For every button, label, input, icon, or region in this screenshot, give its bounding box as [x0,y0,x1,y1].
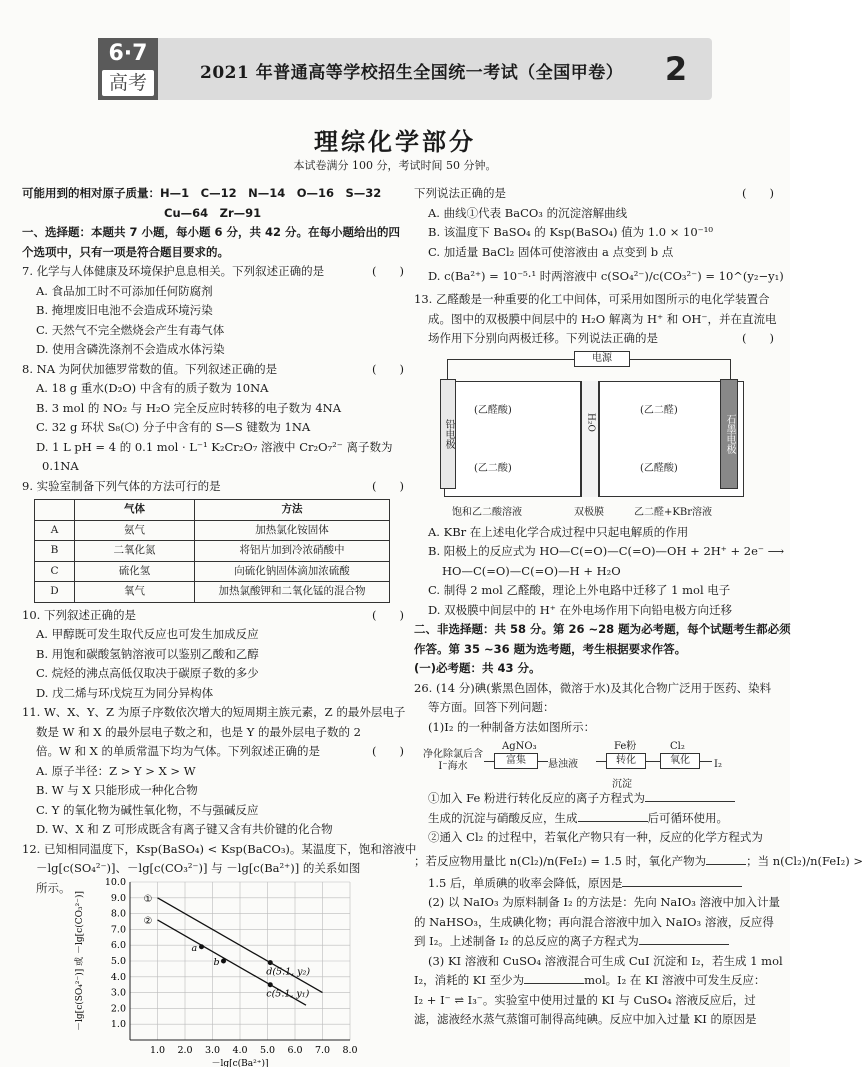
solubility-chart [70,872,370,1067]
table-header: 方法 [195,500,390,521]
question-12-cont: －lg[c(SO₄²⁻)]、－lg[c(CO₃²⁻)] 与 －lg[c(Ba²⁺)] 的关系如图 [36,861,361,875]
question-13-cont: 成。图中的双极膜中间层中的 H₂O 解离为 H⁺ 和 OH⁻，并在直流电 [428,311,777,326]
question-26-cont: I₂ + I⁻ ⇌ I₃⁻。实验室中使用过量的 KI 与 CuSO₄ 溶液反应后，过 [414,992,756,1007]
arrow [646,761,660,762]
right-column [414,184,863,1030]
question-12-intro: 下列说法正确的是 ( ) [414,186,774,200]
option-c[interactable]: C. 天然气不完全燃烧会产生有毒气体 [36,322,225,337]
data-point [199,944,204,949]
y-tick-label: 2.0 [110,1003,126,1015]
oxalic-acid-label: (乙二酸) [474,462,512,474]
subsection-heading: (一)必考题：共 43 分。 [414,661,541,675]
section-heading: 二、非选择题：共 58 分。第 26 ~28 题为必考题，每个试题考生都必须 [414,622,791,636]
series-label: ① [143,893,153,905]
point-label: c(5.1, y₁) [266,988,310,1000]
option-b[interactable]: B. 3 mol 的 NO₂ 与 H₂O 完全反应时转移的电子数为 4NA [36,400,342,415]
table-cell: 加热氯酸钾和二氧化锰的混合物 [195,582,390,603]
flow-precipitate: 沉淀 [612,779,632,790]
table-row [35,541,390,562]
question-12-cont: 所示。 [36,880,71,895]
option-d[interactable]: D. W、X 和 Z 可形成既含有离子键又含有共价键的化合物 [36,822,333,836]
option-d[interactable]: D. 1 L pH = 4 的 0.1 mol · L⁻¹ K₂Cr₂O₇ 溶液中 Cr₂O₇²⁻ 离子数为 [36,439,393,454]
section-heading: 作答。第 35 ~36 题为选考题，考生根据要求作答。 [414,641,687,656]
iodine-flowchart [414,737,774,789]
flow-enrich: 富集 [494,753,538,769]
question-26-cont: 等方面。回答下列问题： [428,700,555,714]
question-26-sub: ②通入 Cl₂ 的过程中，若氧化产物只有一种，反应的化学方程式为 [428,830,763,844]
question-26-sub: 生成的沉淀与硝酸反应，生成 后可循环使用。 [428,810,728,825]
option-c[interactable]: C. Y 的氧化物为碱性氧化物，不与强碱反应 [36,802,259,817]
section-heading: 一、选择题：本题共 7 小题，每小题 6 分，共 42 分。在每小题给出的四 [22,225,401,239]
y-tick-label: 6.0 [110,940,126,952]
y-tick-label: 1.0 [110,1019,126,1031]
option-b[interactable]: B. 该温度下 BaSO₄ 的 Ksp(BaSO₄) 值为 1.0 × 10⁻¹⁰ [428,225,713,239]
subject-note: 本试卷满分 100 分，考试时间 50 分钟。 [293,159,497,172]
question-13-cont: 场作用下分别向两极迁移。下列说法正确的是 ( ) [428,331,774,345]
series-label: ② [143,915,153,927]
subject-title: 理综化学部分 [314,128,476,156]
question-12: 12. 已知相同温度下，Ksp(BaSO₄) < Ksp(BaCO₃)。某温度下，饱和溶液中 [22,841,417,856]
table-cell: D [35,582,75,603]
page-number: 2 [664,50,688,88]
table-row [35,561,390,582]
data-point [268,960,273,965]
question-26-part3: (3) KI 溶液和 CuSO₄ 溶液混合可生成 CuI 沉淀和 I₂，若生成 1 mol [428,953,783,968]
x-tick-label: 2.0 [177,1045,193,1056]
power-source: 电源 [574,351,630,367]
question-11: 11. W、X、Y、Z 为原子序数依次增大的短周期主族元素，Z 的最外层电子 [22,705,406,719]
atomic-mass-line: Cu—64 Zr—91 [164,205,262,220]
table-header: 气体 [75,500,195,521]
question-8: 8. NA 为阿伏加德罗常数的值。下列叙述正确的是 ( ) [22,361,404,376]
option-b[interactable]: B. 掩埋废旧电池不会造成环境污染 [36,303,213,317]
point-label: b [213,957,220,968]
membrane-label: 双极膜 [574,506,604,518]
option-c[interactable]: C. 32 g 环状 S₈(⬡) 分子中含有的 S—S 键数为 1NA [36,420,311,434]
question-10: 10. 下列叙述正确的是 ( ) [22,607,404,622]
question-26-part2: (2) 以 NaIO₃ 为原料制备 I₂ 的方法是：先向 NaIO₃ 溶液中加入计量 [428,895,781,909]
x-tick-label: 8.0 [342,1045,358,1056]
question-11-cont: 倍。W 和 X 的单质常温下均为气体。下列叙述正确的是 ( ) [36,744,404,758]
flow-suspension: 悬浊液 [548,759,578,770]
table-cell: 硫化氢 [75,561,195,582]
table-cell: 向硫化钠固体滴加浓硫酸 [195,561,390,582]
right-solution: 乙二醛+KBr溶液 [634,506,712,518]
option-a[interactable]: A. 食品加工时不可添加任何防腐剂 [36,283,213,298]
x-tick-label: 4.0 [232,1045,248,1056]
option-c[interactable]: C. 制得 2 mol 乙醛酸，理论上外电路中迁移了 1 mol 电子 [428,583,731,597]
table-header [35,500,75,521]
wire [630,359,730,360]
question-26-sub: 1.5 后，单质碘的收率会降低，原因是 [414,874,774,894]
option-c[interactable]: C. 加适量 BaCl₂ 固体可使溶液由 a 点变到 b 点 [428,244,674,259]
option-a[interactable]: A. 曲线①代表 BaCO₃ 的沉淀溶解曲线 [428,205,628,220]
option-a[interactable]: A. KBr 在上述电化学合成过程中只起电解质的作用 [428,524,689,539]
option-b[interactable]: B. 阳极上的反应式为 HO—C(=O)—C(=O)—OH + 2H⁺ + 2e⁻ ⟶ [428,544,785,558]
graphite-electrode: 石墨电极 [720,379,738,489]
table-cell: 加热氯化铵固体 [195,520,390,541]
question-26-cont: 到 I₂。上述制备 I₂ 的总反应的离子方程式为 [414,932,774,952]
table-cell: 将铝片加到冷浓硝酸中 [195,541,390,562]
table-cell: 氧气 [75,582,195,603]
x-tick-label: 7.0 [314,1045,331,1056]
flow-source: 净化除氯后含I⁻海水 [423,749,483,772]
option-c[interactable]: C. 烷烃的沸点高低仅取决于碳原子数的多少 [36,666,259,680]
x-tick-label: 6.0 [287,1045,303,1056]
flow-oxidize: 氧化 [660,753,700,769]
wire [447,359,574,360]
arrow [538,761,548,762]
question-26: 26. (14 分)碘(紫黑色固体，微溶于水)及其化合物广泛用于医药、染料 [414,680,772,695]
glyoxylic-acid-label: (乙醛酸) [640,462,678,474]
glyoxal-label: (乙二醛) [640,404,678,416]
y-tick-label: 8.0 [110,908,126,920]
arrow [484,761,494,762]
question-26-cont: 的 NaHSO₃，生成碘化物；再向混合溶液中加入 NaIO₃ 溶液，反应得 [414,914,774,929]
option-d[interactable]: D. 使用含磷洗涤剂不会造成水体污染 [36,342,225,356]
option-d[interactable]: D. 双极膜中间层中的 H⁺ 在外电场作用下向铅电极方向迁移 [428,602,733,617]
option-b-cont: HO—C(=O)—C(=O)—H + H₂O [442,563,621,578]
y-tick-label: 4.0 [110,971,126,983]
table-row [35,520,390,541]
left-solution: 饱和乙二酸溶液 [452,506,522,518]
glyoxylic-acid-label: (乙醛酸) [474,404,512,416]
exam-title: 2021 年普通高等学校招生全国统一考试（全国甲卷） [200,63,624,83]
brand-logo [98,38,158,100]
y-tick-label: 9.0 [110,892,126,904]
wire [447,359,448,381]
table-cell: B [35,541,75,562]
data-point [221,959,226,964]
option-a[interactable]: A. 甲醇既可发生取代反应也可发生加成反应 [36,627,259,641]
table-row [35,582,390,603]
section-heading: 个选项中，只有一项是符合题目要求的。 [22,244,229,259]
flow-convert: 转化 [606,753,646,769]
question-13: 13. 乙醛酸是一种重要的化工中间体，可采用如图所示的电化学装置合 [414,292,770,306]
option-d[interactable]: D. 戊二烯与环戊烷互为同分异构体 [36,685,214,700]
table-cell: C [35,561,75,582]
bipolar-membrane [580,381,600,497]
flow-cl2: Cl₂ [670,741,685,752]
option-a[interactable]: A. 18 g 重水(D₂O) 中含有的质子数为 10NA [36,381,269,395]
option-d[interactable]: D. c(Ba²⁺) = 10⁻⁵·¹ 时两溶液中 c(SO₄²⁻)/c(CO₃²⁻) = 10^(y₂−y₁) [428,269,784,283]
question-9: 9. 实验室制备下列气体的方法可行的是 ( ) [22,478,404,493]
y-tick-label: 10.0 [104,877,126,888]
flow-agno3: AgNO₃ [502,741,537,752]
wire [730,359,731,381]
table-cell: 二氧化氮 [75,541,195,562]
x-tick-label: 5.0 [259,1045,276,1056]
x-tick-label: 1.0 [149,1045,166,1056]
y-tick-label: 7.0 [110,924,126,936]
question-26-sub: ①加入 Fe 粉进行转化反应的离子方程式为 [414,789,774,809]
question-26-part1: (1)I₂ 的一种制备方法如图所示： [428,719,596,734]
logo-number: 6·7 [108,41,148,66]
flow-fe: Fe粉 [614,741,637,752]
y-axis-label: －lg[c(SO₄²⁻)] 或 －lg[c(CO₃²⁻)] [75,891,85,1031]
table-cell: 氨气 [75,520,195,541]
electrolysis-diagram [414,351,774,523]
option-b[interactable]: B. W 与 X 只能形成一种化合物 [36,783,198,797]
x-tick-label: 3.0 [204,1045,221,1056]
option-d-cont: 0.1NA [42,459,79,473]
data-point [268,982,273,987]
question-26-cont: 滤，滤液经水蒸气蒸馏可制得高纯碘。反应中加入过量 KI 的原因是 [414,1012,757,1026]
question-11-cont: 数是 W 和 X 的最外层电子数之和，也是 Y 的最外层电子数的 2 [36,724,362,739]
y-tick-label: 3.0 [110,987,126,999]
membrane-water: H₂O [585,412,596,432]
gas-table [34,499,390,603]
point-label: a [191,942,198,954]
arrow [596,761,606,762]
logo-text: 高考 [102,70,154,96]
lead-electrode: 铅电极 [440,379,456,489]
question-26-sub: ；若反应物用量比 n(Cl₂)/n(FeI₂) = 1.5 时，氧化产物为 ；当 n(Cl₂)/n(FeI₂) > [414,853,863,868]
y-tick-label: 5.0 [110,956,126,967]
option-a[interactable]: A. 原子半径：Z > Y > X > W [36,763,196,778]
question-7: 7. 化学与人体健康及环境保护息息相关。下列叙述正确的是 ( ) [22,264,404,278]
left-column [22,184,417,898]
arrow [700,761,712,762]
x-axis-label: －lg[c(Ba²⁺)] [211,1059,269,1067]
question-26-cont: I₂，消耗的 KI 至少为 mol。I₂ 在 KI 溶液中可发生反应： [414,973,766,987]
flow-product: I₂ [714,759,722,770]
option-b[interactable]: B. 用饱和碳酸氢钠溶液可以鉴别乙酸和乙醇 [36,646,259,661]
table-cell: A [35,520,75,541]
point-label: d(5.1, y₂) [266,966,311,978]
atomic-mass-line: 可能用到的相对原子质量：H—1 C—12 N—14 O—16 S—32 [22,186,382,200]
